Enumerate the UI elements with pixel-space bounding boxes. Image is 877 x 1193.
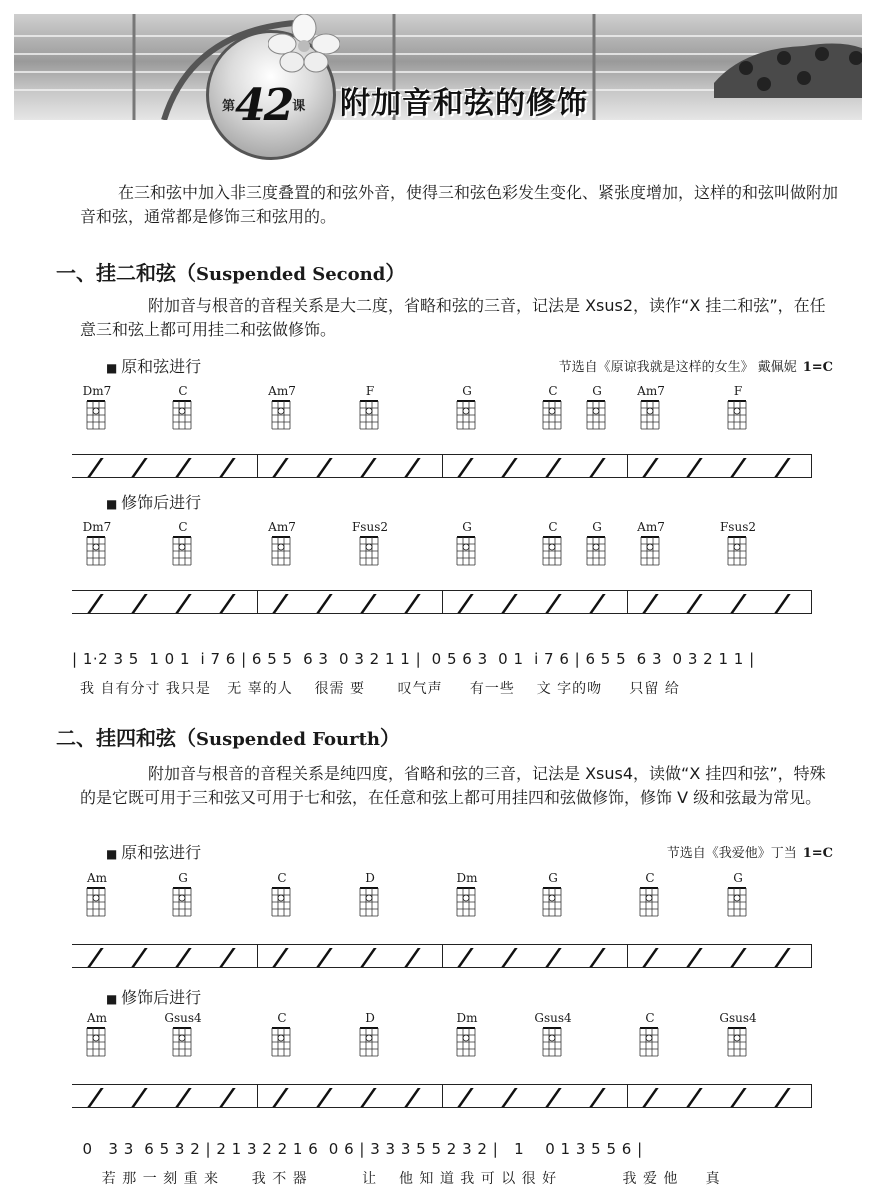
strum-slash xyxy=(131,458,147,477)
section1-paragraph: 附加音与根音的音程关系是大二度，省略和弦的三音，记法是 Xsus2，读作“X 挂二和弦”，在任意三和弦上都可用挂二和弦做修饰。 xyxy=(80,296,826,339)
strum-slash xyxy=(131,594,147,613)
chord-name: Dm xyxy=(456,1011,478,1025)
section1-jianpu: | 1·2 3 5 1 0 1 i 7 6 | 6 5 5 6 3 0 3 2 1 1 | 0 5 6 3 0 1 i 7 6 | 6 5 5 6 3 0 3 2 1 1 | xyxy=(72,650,755,668)
strum-slash xyxy=(272,948,288,967)
chord-name: C xyxy=(178,520,188,534)
chord-grid-icon xyxy=(358,535,382,569)
chord-grid-icon xyxy=(85,1026,109,1060)
bar-line xyxy=(257,454,258,478)
strum-slash xyxy=(316,948,332,967)
strum-slash xyxy=(404,458,420,477)
strum-slash xyxy=(589,594,605,613)
strum-slash xyxy=(87,458,103,477)
intro-paragraph: 在三和弦中加入非三度叠置的和弦外音，使得三和弦色彩发生变化、紧张度增加，这样的和弦叫做附加音和弦，通常都是修饰三和弦用的。 xyxy=(80,183,839,226)
chord-diagram xyxy=(163,384,203,433)
strum-slash xyxy=(360,948,376,967)
chord-grid-icon xyxy=(638,1026,662,1060)
strum-slash xyxy=(457,948,473,967)
bar-line xyxy=(627,590,628,614)
chord-name: Dm7 xyxy=(82,384,112,398)
section2-heading-en: Suspended Fourth xyxy=(196,729,381,750)
chord-diagram xyxy=(350,871,390,920)
section1-heading-en: Suspended Second xyxy=(196,264,386,285)
chord-diagram xyxy=(718,384,758,433)
chord-name: G xyxy=(548,871,558,885)
strum-slash xyxy=(404,1088,420,1107)
chord-diagram xyxy=(262,1011,302,1060)
chord-grid-icon xyxy=(726,399,750,433)
chord-grid-icon xyxy=(171,535,195,569)
strum-slash xyxy=(272,1088,288,1107)
chord-grid-icon xyxy=(541,399,565,433)
chord-grid-icon xyxy=(358,1026,382,1060)
chord-grid-icon xyxy=(455,1026,479,1060)
strum-slash xyxy=(219,1088,235,1107)
lesson-number xyxy=(222,80,305,131)
chord-grid-icon xyxy=(270,399,294,433)
strum-slash xyxy=(686,458,702,477)
chord-grid-icon xyxy=(171,1026,195,1060)
chord-diagram xyxy=(577,384,617,433)
strum-slash xyxy=(642,458,658,477)
chord-name: C xyxy=(645,871,655,885)
bar-line xyxy=(442,1084,443,1108)
chord-grid-icon xyxy=(726,1026,750,1060)
section2-paragraph: 附加音与根音的音程关系是纯四度，省略和弦的三音，记法是 Xsus4，读做“X 挂四和弦”，特殊的是它既可用于三和弦又可用于七和弦，在任意和弦上都可用挂四和弦做修饰，修饰 V 级和弦最为常见。 xyxy=(80,764,826,807)
section2-lyrics: 若 那 一 刻 重 来 我 不 器 让 他 知 道 我 可 以 很 好 我 爱 他 真 xyxy=(80,1171,721,1187)
chord-grid-icon xyxy=(270,886,294,920)
strum-slash xyxy=(219,458,235,477)
strum-slash xyxy=(730,594,746,613)
chord-diagram xyxy=(630,871,670,920)
chord-diagram xyxy=(533,384,573,433)
section2-original-staff xyxy=(72,944,812,968)
chord-diagram xyxy=(630,1011,670,1060)
section1-heading-cn: 一、挂二和弦（ xyxy=(56,261,196,285)
chord-name: Gsus4 xyxy=(164,1011,202,1025)
strum-slash xyxy=(501,458,517,477)
bar-line xyxy=(627,1084,628,1108)
section1-source-text: 节选自《原谅我就是这样的女生》 戴佩妮 xyxy=(558,360,797,375)
strum-slash xyxy=(175,1088,191,1107)
chord-name: Fsus2 xyxy=(719,520,756,534)
chord-diagram xyxy=(163,871,203,920)
bar-line xyxy=(811,454,812,478)
chord-name: Am xyxy=(86,871,108,885)
section1-original-staff xyxy=(72,454,812,478)
chord-name: G xyxy=(462,520,472,534)
chord-diagram xyxy=(262,384,302,433)
chord-grid-icon xyxy=(541,886,565,920)
chord-name: Am7 xyxy=(637,384,665,398)
bar-line xyxy=(627,944,628,968)
lesson-prefix: 第 xyxy=(222,99,236,114)
strum-slash xyxy=(87,1088,103,1107)
section1-source xyxy=(559,356,833,375)
chord-diagram xyxy=(77,384,117,433)
strum-slash xyxy=(774,458,790,477)
chord-diagram xyxy=(533,520,573,569)
bar-line xyxy=(811,590,812,614)
strum-slash xyxy=(87,948,103,967)
chord-grid-icon xyxy=(171,886,195,920)
chord-diagram xyxy=(163,1011,203,1060)
chord-name: Am7 xyxy=(268,384,296,398)
section1-heading-close: ） xyxy=(385,261,406,285)
strum-slash xyxy=(774,948,790,967)
chord-name: G xyxy=(733,871,743,885)
chord-grid-icon xyxy=(171,399,195,433)
section2-key: 1=C xyxy=(802,846,833,861)
bar-line xyxy=(627,454,628,478)
chord-diagram xyxy=(533,1011,573,1060)
chord-grid-icon xyxy=(85,886,109,920)
chord-name: C xyxy=(178,384,188,398)
chord-name: Fsus2 xyxy=(351,520,388,534)
strum-slash xyxy=(501,1088,517,1107)
strum-slash xyxy=(457,1088,473,1107)
chord-diagram xyxy=(447,384,487,433)
section1-modified-label: ■ 修饰后进行 xyxy=(106,490,201,513)
strum-slash xyxy=(545,458,561,477)
chord-grid-icon xyxy=(270,535,294,569)
strum-slash xyxy=(545,948,561,967)
chord-name: C xyxy=(548,384,558,398)
strum-slash xyxy=(219,594,235,613)
chord-grid-icon xyxy=(585,399,609,433)
strum-slash xyxy=(175,458,191,477)
strum-slash xyxy=(686,594,702,613)
strum-slash xyxy=(219,948,235,967)
strum-slash xyxy=(316,594,332,613)
bar-line xyxy=(442,590,443,614)
chord-diagram xyxy=(350,520,390,569)
chord-name: Dm xyxy=(456,871,478,885)
strum-slash xyxy=(175,594,191,613)
chord-diagram xyxy=(631,520,671,569)
chord-diagram xyxy=(77,871,117,920)
strum-slash xyxy=(360,458,376,477)
chord-name: Am7 xyxy=(637,520,665,534)
bar-line xyxy=(442,454,443,478)
section2-original-label: ■ 原和弦进行 xyxy=(106,840,201,863)
bar-line xyxy=(811,944,812,968)
chord-diagram xyxy=(718,871,758,920)
ukulele-headstock-graphic xyxy=(704,28,862,98)
strum-slash xyxy=(774,1088,790,1107)
strum-slash xyxy=(457,458,473,477)
strum-slash xyxy=(131,948,147,967)
bar-line xyxy=(257,590,258,614)
strum-slash xyxy=(774,594,790,613)
chord-name: Gsus4 xyxy=(534,1011,572,1025)
section2-heading xyxy=(56,722,400,751)
chord-name: C xyxy=(548,520,558,534)
chord-grid-icon xyxy=(85,399,109,433)
strum-slash xyxy=(316,1088,332,1107)
bar-line xyxy=(442,944,443,968)
strum-slash xyxy=(730,1088,746,1107)
chord-grid-icon xyxy=(585,535,609,569)
strum-slash xyxy=(404,948,420,967)
chord-diagram xyxy=(447,520,487,569)
chord-diagram xyxy=(577,520,617,569)
section2-source-text: 节选自《我爱他》丁当 xyxy=(666,846,797,861)
chord-name: D xyxy=(365,1011,375,1025)
section2-source xyxy=(667,842,833,861)
chord-name: C xyxy=(277,871,287,885)
chord-name: G xyxy=(592,384,602,398)
section1-key: 1=C xyxy=(802,360,833,375)
chord-diagram xyxy=(262,871,302,920)
section2-jianpu: 0 3 3 6 5 3 2 | 2 1 3 2 2 1 6 0 6 | 3 3 3 5 5 2 3 2 | 1 0 1 3 5 5 6 | xyxy=(72,1140,643,1158)
strum-slash xyxy=(87,594,103,613)
chord-grid-icon xyxy=(455,399,479,433)
chord-diagram xyxy=(447,871,487,920)
chord-grid-icon xyxy=(270,1026,294,1060)
strum-slash xyxy=(642,594,658,613)
strum-slash xyxy=(360,594,376,613)
chord-grid-icon xyxy=(541,535,565,569)
chord-name: Am xyxy=(86,1011,108,1025)
section2-heading-cn: 二、挂四和弦（ xyxy=(56,726,196,750)
strum-slash xyxy=(589,458,605,477)
strum-slash xyxy=(131,1088,147,1107)
strum-slash xyxy=(316,458,332,477)
chord-diagram xyxy=(163,520,203,569)
chord-name: Am7 xyxy=(268,520,296,534)
bar-line xyxy=(811,1084,812,1108)
chord-grid-icon xyxy=(639,399,663,433)
strum-slash xyxy=(545,1088,561,1107)
strum-slash xyxy=(730,458,746,477)
strum-slash xyxy=(272,594,288,613)
strum-slash xyxy=(404,594,420,613)
section1-modified-staff xyxy=(72,590,812,614)
bar-line xyxy=(257,1084,258,1108)
section1-lyrics: 我 自有分寸 我只是 无 辜的人 很需 要 叹气声 有一些 文 字的吻 只留 给 xyxy=(80,681,680,697)
strum-slash xyxy=(686,948,702,967)
chord-grid-icon xyxy=(726,535,750,569)
chord-grid-icon xyxy=(638,886,662,920)
strum-slash xyxy=(545,594,561,613)
strum-slash xyxy=(175,948,191,967)
chord-diagram xyxy=(447,1011,487,1060)
chord-grid-icon xyxy=(358,399,382,433)
bar-line xyxy=(257,944,258,968)
chord-grid-icon xyxy=(85,535,109,569)
plumeria-flower-icon xyxy=(268,14,340,74)
chord-name: D xyxy=(365,871,375,885)
chord-diagram xyxy=(77,1011,117,1060)
chord-grid-icon xyxy=(358,886,382,920)
chord-grid-icon xyxy=(639,535,663,569)
chord-grid-icon xyxy=(726,886,750,920)
chord-name: Gsus4 xyxy=(719,1011,757,1025)
chord-name: C xyxy=(277,1011,287,1025)
chord-diagram xyxy=(718,1011,758,1060)
chord-diagram xyxy=(533,871,573,920)
strum-slash xyxy=(501,948,517,967)
chord-diagram xyxy=(77,520,117,569)
section2-modified-staff xyxy=(72,1084,812,1108)
strum-slash xyxy=(501,594,517,613)
chord-name: F xyxy=(365,384,375,398)
chord-diagram xyxy=(718,520,758,569)
strum-slash xyxy=(589,948,605,967)
chord-name: F xyxy=(733,384,743,398)
lesson-number-value: 42 xyxy=(235,80,293,131)
strum-slash xyxy=(686,1088,702,1107)
chord-diagram xyxy=(631,384,671,433)
strum-slash xyxy=(457,594,473,613)
lesson-suffix: 课 xyxy=(292,99,306,114)
section2-heading-close: ） xyxy=(380,726,401,750)
section1-original-label: ■ 原和弦进行 xyxy=(106,354,201,377)
strum-slash xyxy=(642,1088,658,1107)
chord-diagram xyxy=(350,1011,390,1060)
chord-grid-icon xyxy=(541,1026,565,1060)
chord-name: C xyxy=(645,1011,655,1025)
page-title: 附加音和弦的修饰 xyxy=(340,86,588,121)
chord-name: G xyxy=(462,384,472,398)
strum-slash xyxy=(272,458,288,477)
chord-diagram xyxy=(350,384,390,433)
strum-slash xyxy=(360,1088,376,1107)
chord-name: Dm7 xyxy=(82,520,112,534)
chord-grid-icon xyxy=(455,886,479,920)
strum-slash xyxy=(642,948,658,967)
chord-grid-icon xyxy=(455,535,479,569)
chord-name: G xyxy=(178,871,188,885)
section2-modified-label: ■ 修饰后进行 xyxy=(106,985,201,1008)
chord-name: G xyxy=(592,520,602,534)
chord-diagram xyxy=(262,520,302,569)
strum-slash xyxy=(730,948,746,967)
section1-heading xyxy=(56,257,405,286)
strum-slash xyxy=(589,1088,605,1107)
